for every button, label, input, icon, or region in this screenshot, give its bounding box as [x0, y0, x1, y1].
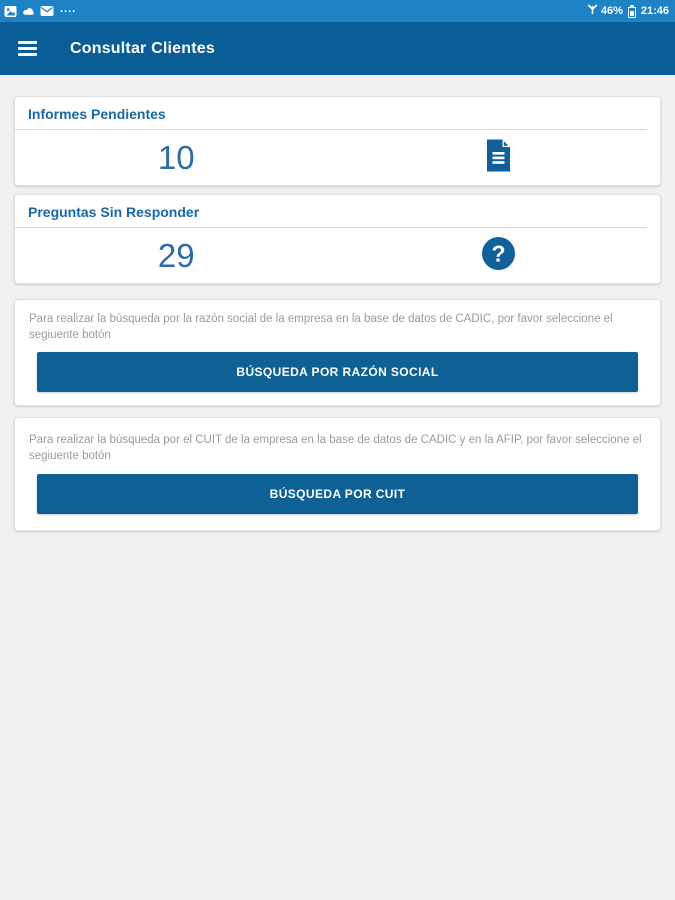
status-bar-notifications — [4, 5, 76, 18]
mail-icon — [40, 5, 54, 17]
informes-pendientes-title: Informes Pendientes — [28, 106, 166, 122]
app-bar — [0, 22, 675, 75]
status-bar-system — [587, 3, 669, 19]
main-content — [0, 75, 675, 900]
card-busqueda-razon-social — [14, 299, 661, 406]
signal-icon — [587, 3, 598, 19]
preguntas-sin-responder-body — [15, 228, 660, 283]
preguntas-sin-responder-title: Preguntas Sin Responder — [28, 204, 200, 220]
preguntas-sin-responder-count: 29 — [157, 237, 195, 274]
hamburger-icon — [18, 41, 37, 56]
battery-icon — [628, 5, 636, 18]
razon-social-description: Para realizar la búsqueda por la razón social de la empresa en la base de datos de CADIC, por favor seleccione el segiuente botón — [29, 313, 613, 341]
card-informes-pendientes — [14, 96, 661, 186]
card-busqueda-cuit — [14, 417, 661, 531]
busqueda-razon-social-button[interactable]: BÚSQUEDA POR RAZÓN SOCIAL — [37, 352, 638, 392]
more-notifications-icon: .... — [60, 3, 77, 15]
question-mark-glyph: ? — [491, 240, 506, 266]
page-title: Consultar Clientes — [70, 39, 215, 57]
cuit-description: Para realizar la búsqueda por el CUIT de la empresa en la base de datos de CADIC y en la AFIP, por favor seleccione el segiuente botón — [29, 434, 642, 462]
clock-label: 21:46 — [640, 5, 669, 17]
card-preguntas-sin-responder — [14, 194, 661, 284]
help-icon — [481, 236, 516, 276]
busqueda-cuit-button[interactable]: BÚSQUEDA POR CUIT — [37, 474, 638, 514]
menu-button[interactable] — [0, 22, 54, 75]
document-icon — [485, 139, 512, 177]
photo-icon — [4, 5, 17, 18]
informes-pendientes-count: 10 — [157, 139, 195, 176]
informes-pendientes-body — [15, 130, 660, 185]
status-bar — [0, 0, 675, 22]
battery-percent-label: 46% — [600, 5, 623, 17]
cloud-icon — [21, 5, 36, 18]
